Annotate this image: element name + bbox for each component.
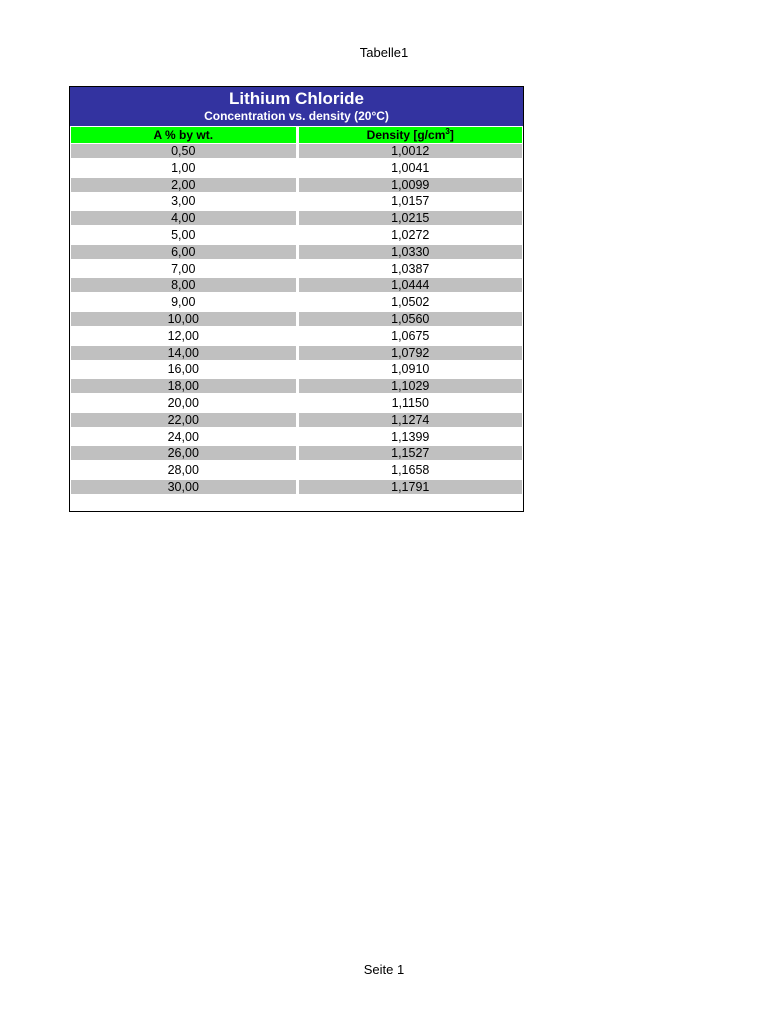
concentration-cell: 30,00: [71, 480, 296, 494]
concentration-cell: 24,00: [167, 429, 199, 444]
concentration-cell: 6,00: [71, 245, 296, 259]
density-cell: 1,0910: [391, 362, 430, 377]
page-header: Tabelle1: [359, 45, 409, 60]
density-cell: 1,0792: [299, 346, 523, 360]
concentration-cell: 5,00: [171, 227, 196, 242]
concentration-cell: 16,00: [167, 362, 199, 377]
table-row: [71, 295, 522, 312]
density-cell: 1,0502: [391, 295, 430, 310]
density-cell: 1,0099: [299, 178, 523, 192]
table-subtitle: Concentration vs. density (20°C): [204, 109, 389, 123]
concentration-cell: 8,00: [71, 278, 296, 292]
concentration-cell: 1,00: [171, 160, 196, 175]
title-band: [70, 87, 523, 126]
density-cell: 1,0215: [299, 211, 523, 225]
concentration-cell: 2,00: [71, 178, 296, 192]
table-row: [71, 262, 522, 279]
concentration-cell: 28,00: [167, 463, 199, 478]
concentration-cell: 3,00: [171, 194, 196, 209]
density-table: [69, 86, 524, 512]
concentration-cell: 20,00: [167, 395, 199, 410]
page-footer: Seite 1: [363, 962, 405, 977]
density-cell: 1,0157: [391, 194, 430, 209]
density-cell: 1,1274: [299, 413, 523, 427]
table-row: [71, 161, 522, 178]
concentration-cell: 12,00: [167, 328, 199, 343]
table-row: [71, 228, 522, 245]
table-row: [71, 430, 522, 447]
density-cell: 1,1150: [391, 395, 429, 410]
column-header-concentration: A % by wt.: [71, 127, 296, 143]
density-cell: 1,1791: [299, 480, 523, 494]
table-row: [71, 312, 522, 329]
table-title: Lithium Chloride: [228, 89, 365, 108]
density-cell: 1,0041: [391, 160, 430, 175]
concentration-cell: 7,00: [171, 261, 196, 276]
concentration-cell: 22,00: [71, 413, 296, 427]
table-row: [71, 211, 522, 228]
table-row: [71, 194, 522, 211]
density-cell: 1,0560: [299, 312, 523, 326]
density-cell: 1,1658: [391, 463, 430, 478]
column-header-density: [299, 127, 523, 143]
density-cell: 1,0675: [391, 328, 430, 343]
table-row: [71, 362, 522, 379]
table-row: [71, 396, 522, 413]
density-header-exponent: 3: [445, 127, 450, 136]
density-cell: 1,0387: [391, 261, 430, 276]
concentration-cell: 26,00: [71, 446, 296, 460]
density-header-text: Density [g/cm: [366, 128, 446, 142]
table-row: [71, 245, 522, 262]
density-cell: 1,1399: [391, 429, 430, 444]
table-row: [71, 144, 522, 161]
concentration-cell: 0,50: [71, 144, 296, 158]
table-row: [71, 278, 522, 295]
table-row: [71, 413, 522, 430]
table-row: [71, 346, 522, 363]
density-cell: 1,0272: [391, 227, 430, 242]
table-row: [71, 480, 522, 497]
table-row: [71, 329, 522, 346]
density-cell: 1,0444: [299, 278, 523, 292]
density-cell: 1,0330: [299, 245, 523, 259]
concentration-cell: 9,00: [171, 295, 196, 310]
concentration-cell: 18,00: [71, 379, 296, 393]
table-row: [71, 178, 522, 195]
density-cell: 1,1029: [299, 379, 523, 393]
concentration-cell: 10,00: [71, 312, 296, 326]
table-body: [70, 144, 523, 497]
density-cell: 1,0012: [299, 144, 523, 158]
concentration-cell: 4,00: [71, 211, 296, 225]
concentration-cell: 14,00: [71, 346, 296, 360]
table-row: [71, 379, 522, 396]
density-header-close: ]: [449, 128, 454, 142]
density-cell: 1,1527: [299, 446, 523, 460]
table-row: [71, 463, 522, 480]
table-row: [71, 446, 522, 463]
column-header-row: [70, 127, 523, 143]
